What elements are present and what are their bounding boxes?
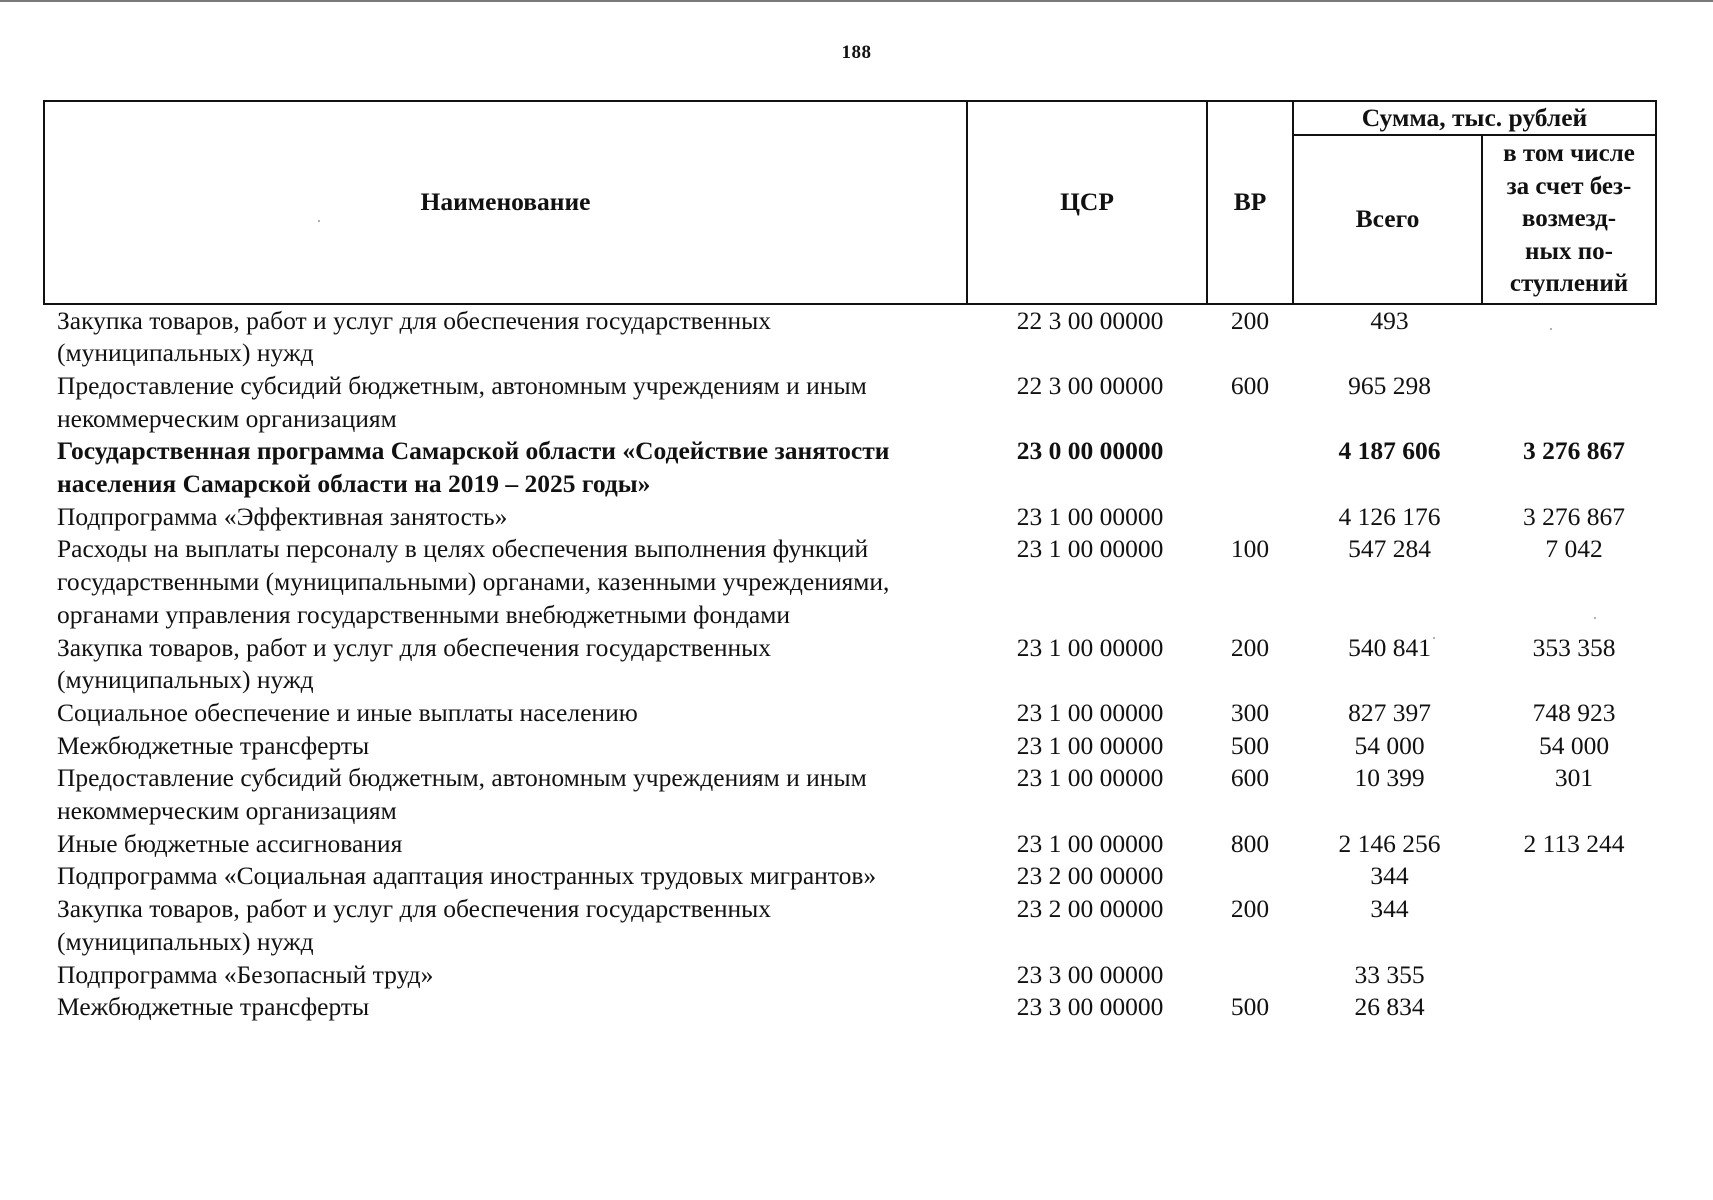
row-total: 33 355 xyxy=(1354,959,1425,989)
table-row xyxy=(44,762,1656,827)
scan-speck xyxy=(1550,328,1552,330)
row-csr: 22 3 00 00000 xyxy=(1016,370,1164,400)
row-free: 3 276 867 xyxy=(1523,501,1625,531)
row-name: Закупка товаров, работ и услуг для обеспечения государственных (муниципальных) нужд xyxy=(57,632,772,695)
row-csr: 23 1 00 00000 xyxy=(1016,534,1164,564)
row-name: Расходы на выплаты персоналу в целях обеспечения выполнения функций государственными (муниципальными) органами, казенными учреждениями, органами управления государственными внебюджетными фондами xyxy=(57,534,890,629)
row-name: Подпрограмма «Эффективная занятость» xyxy=(57,501,508,531)
row-name: Закупка товаров, работ и услуг для обеспечения государственных (муниципальных) нужд xyxy=(57,894,772,956)
row-name: Социальное обеспечение и иные выплаты населению xyxy=(57,697,638,727)
row-name: Иные бюджетные ассигнования xyxy=(57,828,403,858)
row-total: 827 397 xyxy=(1348,697,1431,727)
row-vr: 200 xyxy=(1230,305,1270,335)
table-header xyxy=(44,101,1656,304)
row-vr xyxy=(1207,959,1293,992)
row-free xyxy=(1482,893,1656,958)
row-vr: 100 xyxy=(1230,534,1270,564)
page-top-rule xyxy=(0,0,1713,2)
table-row xyxy=(44,730,1656,763)
row-csr: 23 1 00 00000 xyxy=(1016,632,1164,662)
row-csr: 22 3 00 00000 xyxy=(1016,305,1164,335)
table-row xyxy=(44,501,1656,534)
row-free xyxy=(1482,959,1656,992)
row-free: 301 xyxy=(1554,763,1594,793)
row-free: 748 923 xyxy=(1532,697,1616,727)
row-total: 344 xyxy=(1370,861,1409,891)
row-csr: 23 1 00 00000 xyxy=(1016,501,1164,531)
header-free-line: в том числе xyxy=(1503,140,1635,167)
table-row-program xyxy=(44,435,1656,500)
row-free xyxy=(1482,860,1656,893)
row-total: 344 xyxy=(1370,894,1409,924)
header-csr: ЦСР xyxy=(967,101,1207,304)
page-number: 188 xyxy=(841,42,872,63)
budget-table xyxy=(43,100,1657,1024)
header-free-line: ступлений xyxy=(1509,270,1629,297)
row-csr: 23 3 00 00000 xyxy=(1016,959,1164,989)
row-total: 547 284 xyxy=(1348,534,1431,564)
row-name: Предоставление субсидий бюджетным, автономным учреждениям и иным некоммерческим организациям xyxy=(57,763,867,826)
row-name: Подпрограмма «Социальная адаптация иностранных трудовых мигрантов» xyxy=(57,861,877,891)
table-row xyxy=(44,697,1656,730)
scan-speck xyxy=(1433,637,1435,639)
row-vr: 500 xyxy=(1230,992,1270,1022)
row-free xyxy=(1482,991,1656,1024)
row-total: 2 146 256 xyxy=(1338,828,1441,858)
row-total: 26 834 xyxy=(1354,992,1425,1022)
row-free: 54 000 xyxy=(1538,730,1610,760)
row-name: Предоставление субсидий бюджетным, автономным учреждениям и иным некоммерческим организациям xyxy=(57,370,867,433)
row-free: 353 358 xyxy=(1532,632,1616,662)
row-name: Межбюджетные трансферты xyxy=(57,992,370,1022)
row-csr: 23 1 00 00000 xyxy=(1016,828,1164,858)
table-row xyxy=(44,860,1656,893)
row-free: 2 113 244 xyxy=(1523,828,1625,858)
row-csr: 23 2 00 00000 xyxy=(1016,861,1164,891)
row-vr xyxy=(1207,435,1293,500)
row-vr: 200 xyxy=(1230,894,1270,924)
row-total: 493 xyxy=(1370,305,1409,335)
row-csr: 23 1 00 00000 xyxy=(1016,730,1164,760)
header-name: Наименование xyxy=(44,101,967,304)
row-vr xyxy=(1207,501,1293,534)
header-vr: ВР xyxy=(1207,101,1293,304)
scan-speck xyxy=(318,220,320,222)
row-vr: 300 xyxy=(1230,697,1270,727)
table-row xyxy=(44,632,1656,697)
row-vr: 500 xyxy=(1230,730,1270,760)
row-name: Закупка товаров, работ и услуг для обеспечения государственных (муниципальных) нужд xyxy=(57,305,772,368)
table-row xyxy=(44,828,1656,861)
table-body xyxy=(44,304,1656,1024)
table-row xyxy=(44,304,1656,370)
row-total: 540 841 xyxy=(1348,632,1431,662)
row-name: Межбюджетные трансферты xyxy=(57,730,370,760)
table-row xyxy=(44,893,1656,958)
header-free-line: ных по- xyxy=(1525,237,1613,265)
header-free-line: возмезд- xyxy=(1521,205,1617,232)
table-row xyxy=(44,959,1656,992)
row-total: 4 126 176 xyxy=(1338,501,1441,531)
row-vr: 800 xyxy=(1230,828,1270,858)
table-row xyxy=(44,370,1656,435)
scan-speck xyxy=(1594,617,1596,619)
row-free xyxy=(1482,370,1656,435)
header-total: Всего xyxy=(1293,135,1482,304)
header-free-line: за счет без- xyxy=(1506,172,1632,200)
row-vr xyxy=(1207,860,1293,893)
row-csr: 23 3 00 00000 xyxy=(1016,992,1164,1022)
row-total: 965 298 xyxy=(1348,370,1431,400)
row-vr: 600 xyxy=(1230,370,1270,400)
row-vr: 600 xyxy=(1230,763,1270,793)
row-free xyxy=(1482,304,1656,370)
row-vr: 200 xyxy=(1230,632,1270,662)
row-name: Государственная программа Самарской области «Содействие занятости населения Самарской области на 2019 – 2025 годы» xyxy=(57,436,890,499)
row-csr: 23 1 00 00000 xyxy=(1016,697,1164,727)
row-name: Подпрограмма «Безопасный труд» xyxy=(57,959,434,989)
row-free: 7 042 xyxy=(1545,534,1603,564)
table-row xyxy=(44,991,1656,1024)
row-csr: 23 0 00 00000 xyxy=(1016,436,1164,466)
header-sum: Сумма, тыс. рублей xyxy=(1293,101,1656,135)
row-total: 10 399 xyxy=(1354,763,1425,793)
header-free xyxy=(1482,135,1656,304)
row-total: 4 187 606 xyxy=(1338,436,1441,466)
row-total: 54 000 xyxy=(1354,730,1425,760)
row-csr: 23 2 00 00000 xyxy=(1016,894,1164,924)
table-row xyxy=(44,533,1656,631)
row-csr: 23 1 00 00000 xyxy=(1016,763,1164,793)
row-free: 3 276 867 xyxy=(1523,436,1625,466)
